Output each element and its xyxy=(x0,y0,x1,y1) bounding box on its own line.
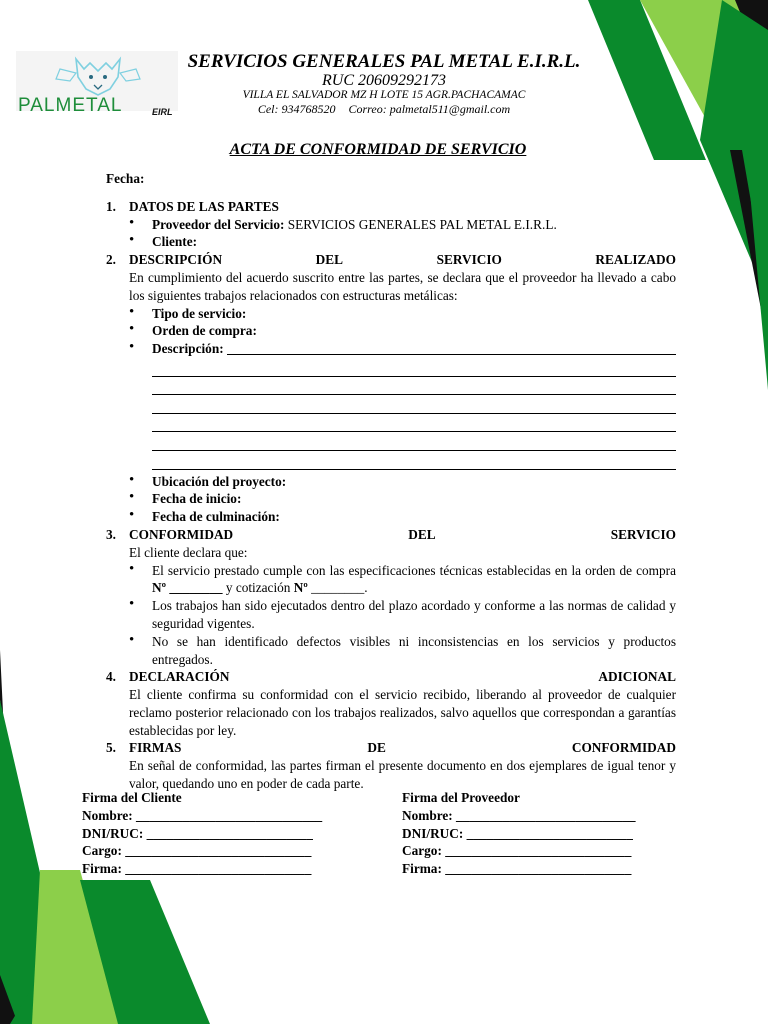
company-phone: Cel: 934768520 xyxy=(257,102,336,116)
client-cargo-field: Cargo: ____________________________ xyxy=(82,843,312,859)
list-item: • Cliente: xyxy=(129,233,676,251)
blank-line xyxy=(152,395,676,414)
bullet-list xyxy=(129,216,676,252)
list-item: • Fecha de culminación: xyxy=(129,508,676,526)
fecha-label: Fecha: xyxy=(106,171,145,186)
section-conformidad xyxy=(106,526,676,668)
blank-line xyxy=(152,414,676,433)
client-dni-field: DNI/RUC: _________________________ xyxy=(82,825,313,841)
section-text: El cliente confirma su conformidad con el servicio recibido, liberando al proveedor de cualquier reclamo posterior relacionado con los trabajos realizados, salvo aquellos que correspondan a garantías establecidas por ley. xyxy=(129,687,676,738)
section-number: 4. xyxy=(106,669,116,685)
company-email: Correo: palmetal511@gmail.com xyxy=(348,102,511,116)
blank-line xyxy=(152,377,676,396)
blank-line xyxy=(152,358,676,377)
list-item: • Descripción: xyxy=(129,340,676,358)
section-datos-partes xyxy=(106,198,676,251)
section-descripcion xyxy=(106,251,676,526)
bullet-list xyxy=(129,473,676,526)
provider-signature xyxy=(402,789,636,878)
section-declaracion xyxy=(106,668,676,739)
list-item: • No se han identificado defectos visibles ni inconsistencias en los servicios y productos entregados. xyxy=(129,633,676,669)
client-signature xyxy=(82,789,322,878)
section-title: FIRMAS DE CONFORMIDAD xyxy=(129,740,676,756)
list-item: • Tipo de servicio: xyxy=(129,305,676,323)
logo-wordmark: PALMETAL xyxy=(18,95,123,116)
section-text: En señal de conformidad, las partes firman el presente documento en dos ejemplares de igual tenor y valor, quedando uno en poder de cada parte. xyxy=(129,758,676,792)
blank-line xyxy=(152,432,676,451)
letterhead xyxy=(178,52,590,116)
section-title: DESCRIPCIÓN DEL SERVICIO REALIZADO xyxy=(129,252,676,268)
company-logo xyxy=(16,51,178,118)
list-item: • Proveedor del Servicio: SERVICIOS GENERALES PAL METAL E.I.R.L. xyxy=(129,216,676,234)
company-ruc: RUC 20609292173 xyxy=(322,72,446,89)
list-item: • Orden de compra: xyxy=(129,322,676,340)
bullet-list xyxy=(129,305,676,358)
section-title: DATOS DE LAS PARTES xyxy=(129,198,279,214)
provider-cargo-field: Cargo: ____________________________ xyxy=(402,843,632,859)
section-number: 5. xyxy=(106,740,116,756)
client-firma-field: Firma: ____________________________ xyxy=(82,861,312,877)
list-item: • Fecha de inicio: xyxy=(129,490,676,508)
section-number: 3. xyxy=(106,526,116,542)
bullet-list xyxy=(129,562,676,669)
section-firmas xyxy=(106,739,676,792)
section-text: En cumplimiento del acuerdo suscrito entre las partes, se declara que el proveedor ha llevado a cabo los siguientes trabajos relacionados con estructuras metálicas: xyxy=(129,269,676,303)
section-number: 2. xyxy=(106,252,116,268)
list-item: • El servicio prestado cumple con las especificaciones técnicas establecidas en la orden de compra Nº ________ y cotización Nº ________. xyxy=(129,562,676,598)
section-number: 1. xyxy=(106,198,116,214)
section-title: DECLARACIÓN ADICIONAL xyxy=(129,669,676,685)
blank-line xyxy=(227,340,676,355)
provider-signature-heading: Firma del Proveedor xyxy=(402,790,520,805)
company-contact xyxy=(178,102,590,116)
list-item: • Los trabajos han sido ejecutados dentro del plazo acordado y conforme a las normas de calidad y seguridad vigentes. xyxy=(129,597,676,633)
blank-line xyxy=(152,451,676,470)
provider-nombre-field: Nombre: ___________________________ xyxy=(402,807,636,823)
provider-dni-field: DNI/RUC: _________________________ xyxy=(402,825,633,841)
client-nombre-field: Nombre: ____________________________ xyxy=(82,807,323,823)
section-title: CONFORMIDAD DEL SERVICIO xyxy=(129,526,676,542)
document-title: ACTA DE CONFORMIDAD DE SERVICIO xyxy=(229,141,527,158)
provider-firma-field: Firma: ____________________________ xyxy=(402,861,632,877)
company-address: VILLA EL SALVADOR MZ H LOTE 15 AGR.PACHACAMAC xyxy=(242,89,526,101)
list-item: • Ubicación del proyecto: xyxy=(129,473,676,491)
section-text: El cliente declara que: xyxy=(129,544,248,560)
company-name: SERVICIOS GENERALES PAL METAL E.I.R.L. xyxy=(187,51,581,72)
client-signature-heading: Firma del Cliente xyxy=(82,790,182,805)
logo-suffix: EIRL xyxy=(152,107,173,117)
document-body xyxy=(106,170,676,793)
wolf-head-icon xyxy=(50,55,146,97)
